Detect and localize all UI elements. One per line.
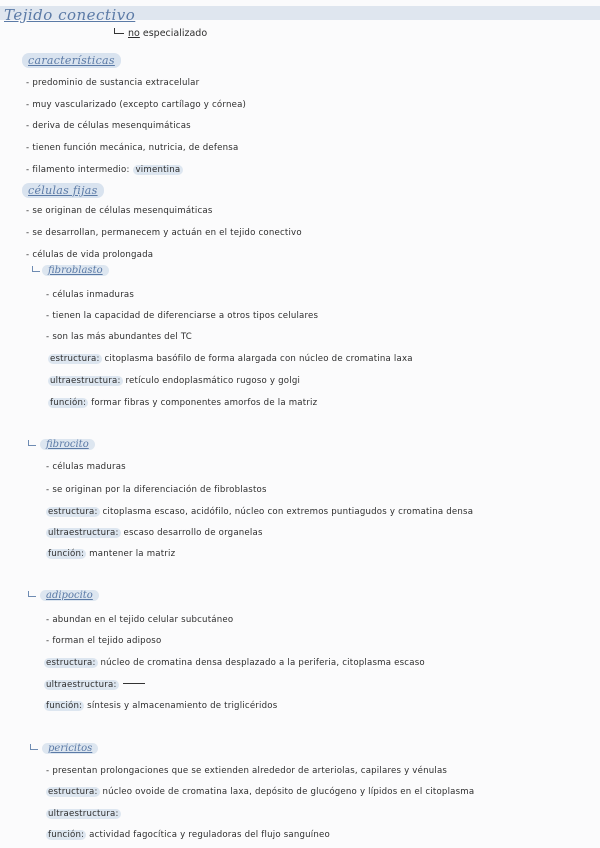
empty-dash-line [123, 683, 145, 684]
ultraestructura-row: ultraestructura: [48, 809, 119, 819]
section-header-caracteristicas: características [22, 53, 121, 68]
estructura-row: estructura: núcleo ovoide de cromatina laxa, depósito de glucógeno y lípidos en el citoplasma [48, 787, 475, 797]
ultraestructura-row: ultraestructura: [44, 680, 145, 690]
branch-hook-icon [28, 440, 36, 446]
list-item: - tienen función mecánica, nutricia, de defensa [26, 143, 239, 153]
funcion-row: función: mantener la matriz [48, 549, 176, 559]
branch-hook-icon [32, 266, 40, 272]
subsection-header-adipocito: adipocito [40, 590, 99, 601]
list-item: - células inmaduras [46, 290, 135, 300]
branch-arrow-icon [114, 28, 124, 34]
subtitle [114, 28, 207, 39]
list-item: - células de vida prolongada [26, 250, 154, 260]
list-item: - predominio de sustancia extracelular [26, 78, 200, 88]
list-item: - tienen la capacidad de diferenciarse a otros tipos celulares [46, 311, 319, 321]
funcion-row: función: formar fibras y componentes amorfos de la matriz [50, 398, 318, 408]
page-title: Tejido conectivo [4, 6, 136, 24]
ultraestructura-row: ultraestructura: escaso desarrollo de organelas [48, 528, 263, 538]
subsection-header-pericitos: pericitos [42, 743, 98, 754]
list-item: - células maduras [46, 462, 126, 472]
list-item: - presentan prolongaciones que se extienden alrededor de arteriolas, capilares y vénulas [46, 766, 448, 776]
estructura-row: estructura: citoplasma escaso, acidófilo, núcleo con extremos puntiagudos y cromatina densa [48, 507, 474, 517]
list-item: - abundan en el tejido celular subcutáneo [46, 615, 234, 625]
list-item: - son las más abundantes del TC [46, 332, 192, 342]
subsection-header-fibroblasto: fibroblasto [42, 265, 109, 276]
list-item: - forman el tejido adiposo [46, 636, 162, 646]
list-item: - deriva de células mesenquimáticas [26, 121, 191, 131]
list-item: - se desarrollan, permanecem y actuán en el tejido conectivo [26, 228, 302, 238]
subsection-header-fibrocito: fibrocito [40, 439, 95, 450]
list-item: - muy vascularizado (excepto cartílago y córnea) [26, 100, 247, 110]
list-item: - se originan de células mesenquimáticas [26, 206, 213, 216]
list-item: - se originan por la diferenciación de fibroblastos [46, 485, 267, 495]
branch-hook-icon [28, 591, 36, 597]
section-header-celulas-fijas: células fijas [22, 183, 104, 198]
subtitle-no: no [128, 28, 140, 39]
highlight-vimentina: vimentina [133, 165, 184, 175]
ultraestructura-row: ultraestructura: retículo endoplasmático rugoso y golgi [50, 376, 301, 386]
funcion-row: función: actividad fagocítica y reguladoras del flujo sanguíneo [48, 830, 330, 840]
list-item: - filamento intermedio: vimentina [26, 165, 183, 175]
funcion-row: función: síntesis y almacenamiento de triglicéridos [46, 701, 278, 711]
estructura-row: estructura: núcleo de cromatina densa desplazado a la periferia, citoplasma escaso [46, 658, 425, 668]
estructura-row: estructura: citoplasma basófilo de forma alargada con núcleo de cromatina laxa [50, 354, 413, 364]
branch-hook-icon [30, 744, 38, 750]
subtitle-rest: especializado [139, 28, 208, 39]
